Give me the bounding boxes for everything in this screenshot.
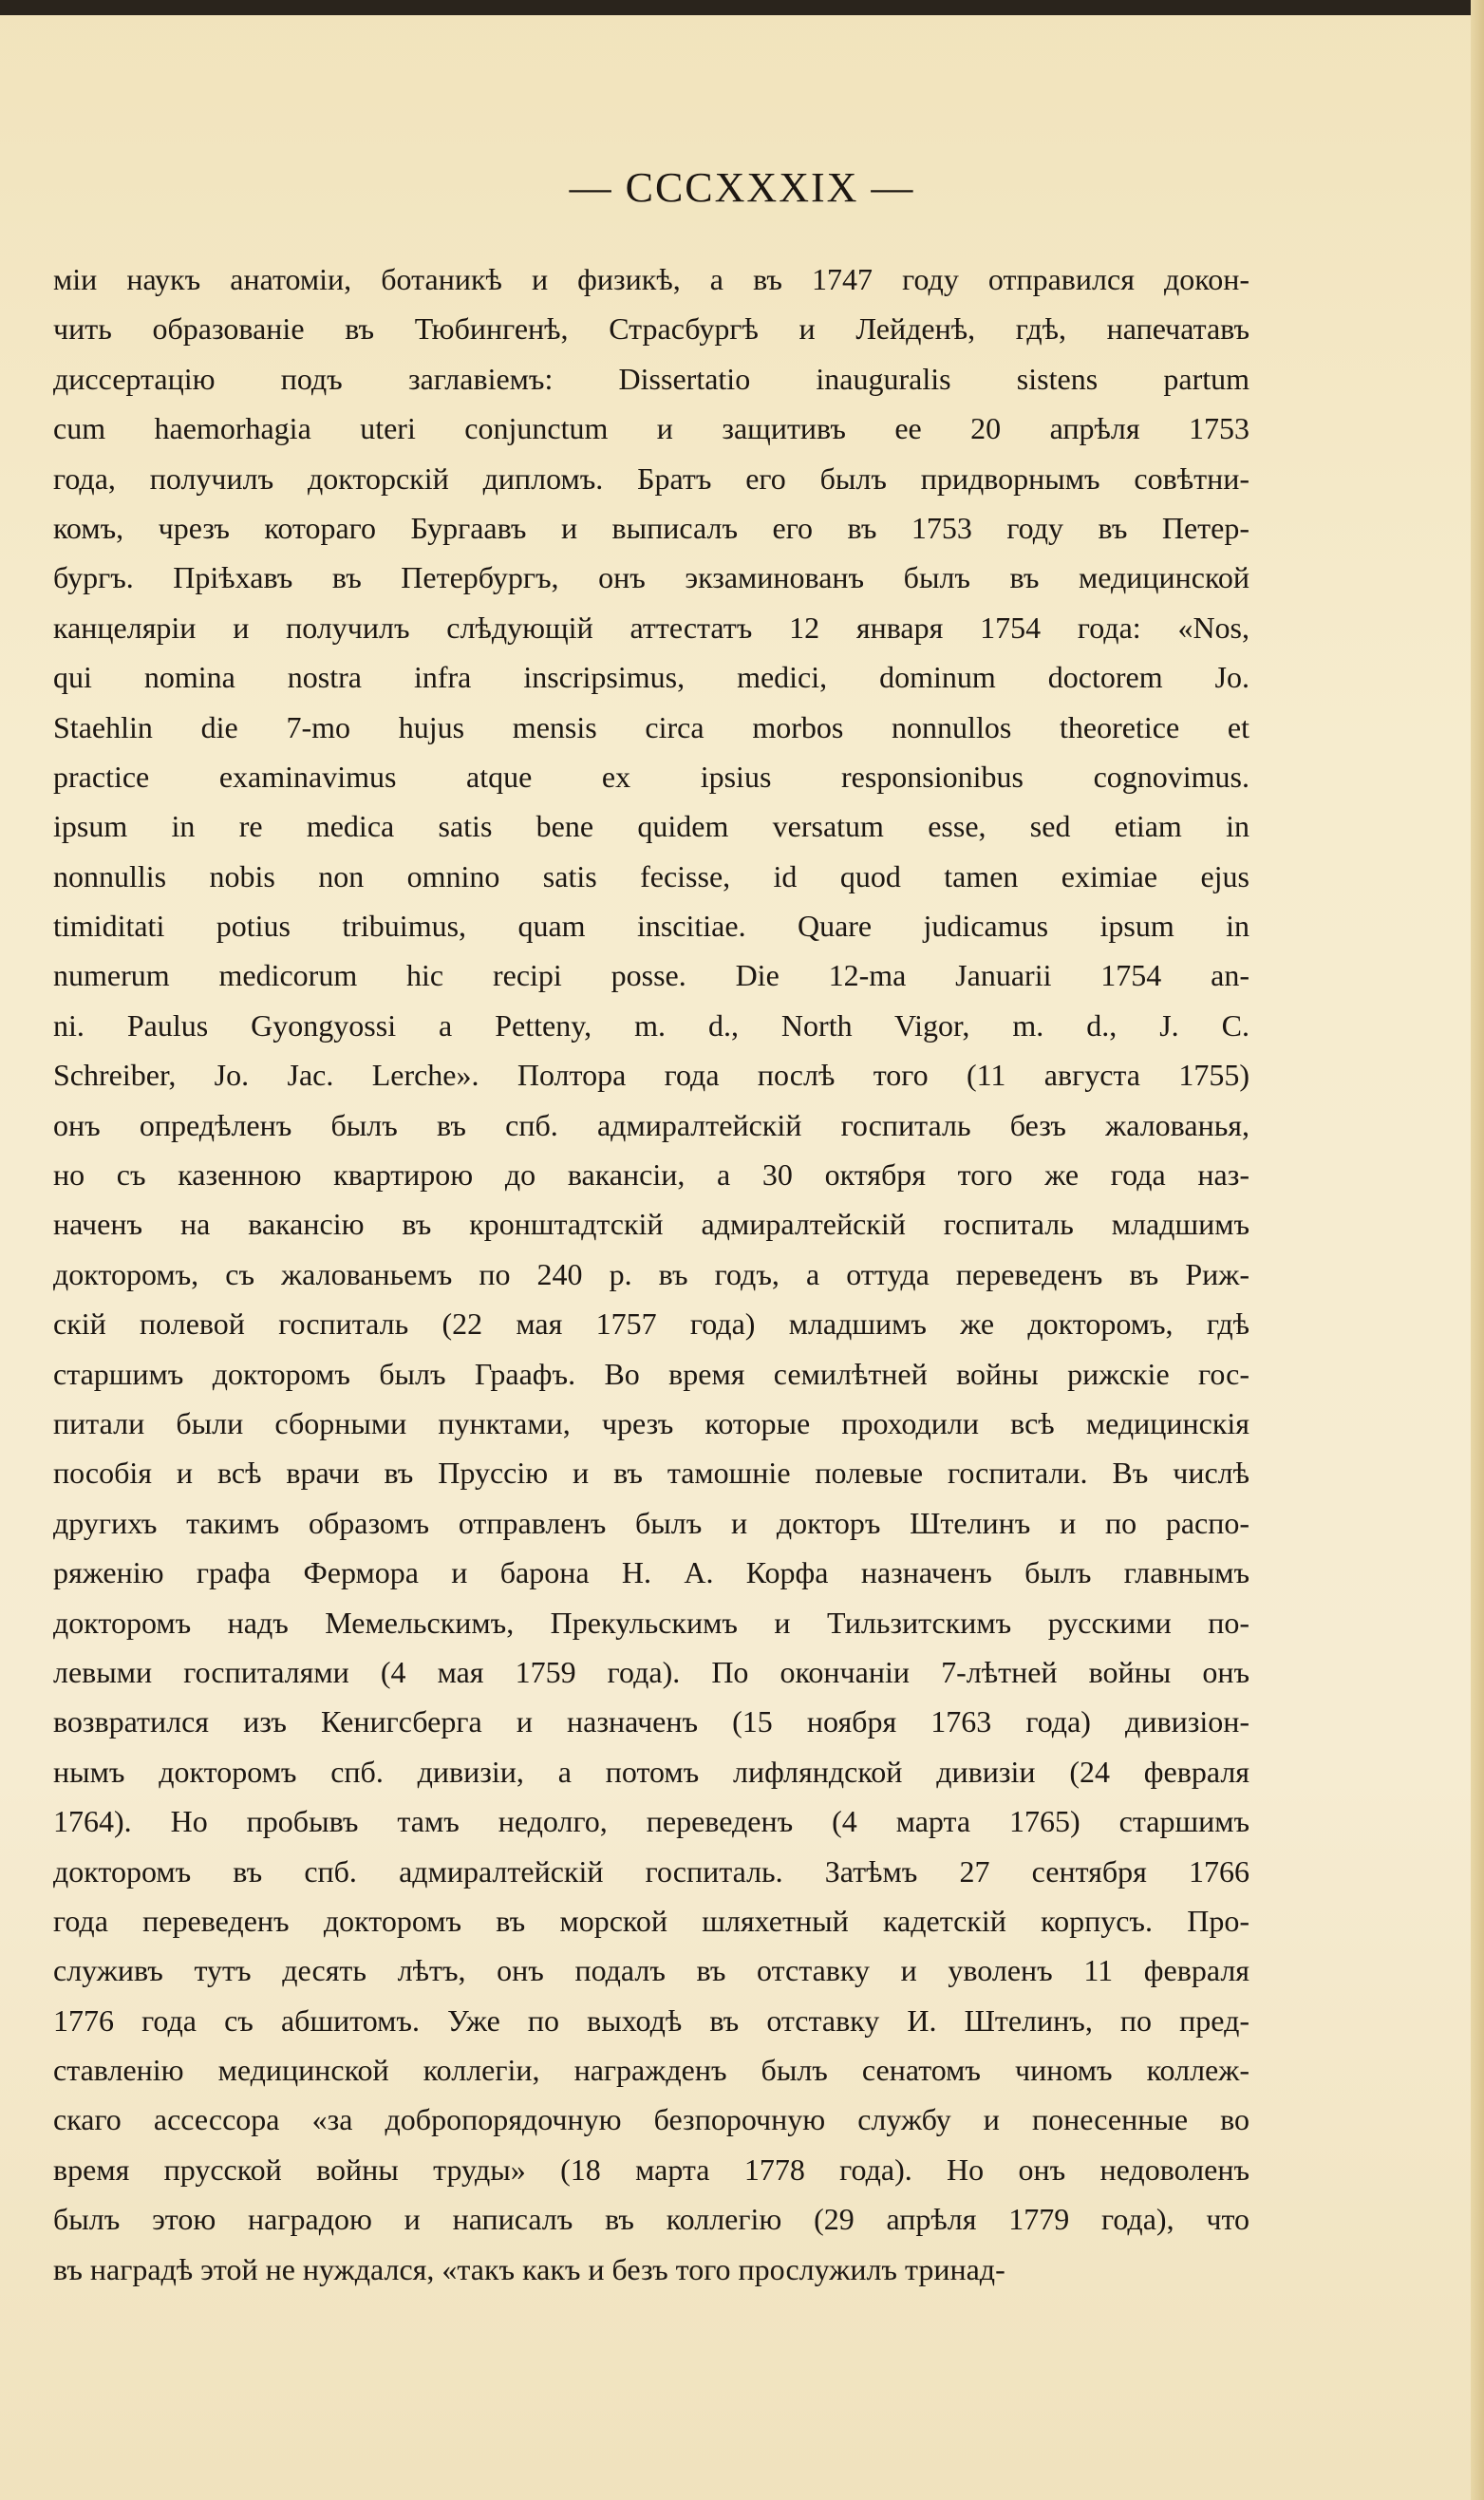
text-line: ni. Paulus Gyongyossi a Petteny, m. d., North Vigor, m. d., J. C. [53,1007,1249,1043]
text-line: 1764). Но пробывъ тамъ недолго, переведенъ (4 марта 1765) старшимъ [53,1804,1249,1839]
text-line: но съ казенною квартирою до вакансіи, а 30 октября того же года наз- [53,1157,1249,1193]
text-line: cum haemorhagia uteri conjunctum и защитивъ ее 20 апрѣля 1753 [53,411,1249,446]
text-line: пособія и всѣ врачи въ Пруссію и въ тамошніе полевые госпитали. Въ числѣ [53,1456,1249,1491]
text-line: міи наукъ анатоміи, ботаникѣ и физикѣ, а въ 1747 году отправился докон- [53,262,1249,296]
text-line: нымъ докторомъ спб. дивизіи, а потомъ лифляндской дивизіи (24 февраля [53,1754,1249,1789]
text-line: время прусской войны труды» (18 марта 1778 года). Но онъ недоволенъ [53,2152,1249,2187]
text-line: чить образованіе въ Тюбингенѣ, Страсбургѣ и Лейденѣ, гдѣ, напечатавъ [53,311,1249,347]
text-line: канцеляріи и получилъ слѣдующій аттестатъ 12 января 1754 года: «Nos, [53,610,1249,645]
text-line: былъ этою наградою и написалъ въ коллегію (29 апрѣля 1779 года), что [53,2202,1249,2237]
text-line: докторомъ, съ жалованьемъ по 240 р. въ годъ, а оттуда переведенъ въ Риж- [53,1256,1249,1291]
text-line: въ наградѣ этой не нуждался, «такъ какъ и безъ того прослужилъ тринад- [53,2251,1005,2286]
text-line: nonnullis nobis non omnino satis fecisse, id quod tamen eximiae ejus [53,858,1249,893]
text-line: Schreiber, Jo. Jac. Lerche». Полтора года послѣ того (11 августа 1755) [53,1058,1249,1093]
text-line: скаго ассессора «за добропорядочную безпорочную службу и понесенные во [53,2102,1249,2137]
text-line: комъ, чрезъ котораго Бургаавъ и выписалъ его въ 1753 году въ Петер- [53,510,1249,545]
text-line: диссертацію подъ заглавіемъ: Dissertatio inauguralis sistens partum [53,361,1249,396]
body-text [53,254,1249,2294]
text-line: левыми госпиталями (4 мая 1759 года). По окончаніи 7-лѣтней войны онъ [53,1654,1249,1689]
text-line: служивъ тутъ десять лѣтъ, онъ подалъ въ отставку и уволенъ 11 февраля [53,1953,1249,1988]
text-line: возвратился изъ Кенигсберга и назначенъ (15 ноября 1763 года) дивизіон- [53,1704,1249,1739]
text-line: питали были сборными пунктами, чрезъ которые проходили всѣ медицинскія [53,1405,1249,1440]
text-line: qui nomina nostra infra inscripsimus, medici, dominum doctorem Jo. [53,660,1249,695]
text-line: года переведенъ докторомъ въ морской шляхетный кадетскій корпусъ. Про- [53,1903,1249,1938]
text-line: ipsum in re medica satis bene quidem versatum esse, sed etiam in [53,809,1249,844]
text-line: numerum medicorum hic recipi posse. Die 12-ma Januarii 1754 an- [53,958,1249,993]
text-line: докторомъ въ спб. адмиралтейскій госпиталь. Затѣмъ 27 сентября 1766 [53,1853,1249,1889]
page-number: — CCCXXXIX — [569,164,915,211]
scan-top-edge [0,0,1484,15]
text-line: practice examinavimus atque ex ipsius responsionibus cognovimus. [53,759,1249,794]
text-line: докторомъ надъ Мемельскимъ, Прекульскимъ и Тильзитскимъ русскими по- [53,1605,1249,1640]
text-line: ставленію медицинской коллегіи, награжденъ былъ сенатомъ чиномъ коллеж- [53,2053,1249,2088]
text-line: Staehlin die 7-mo hujus mensis circa morbos nonnullos theoretice et [53,709,1249,744]
text-line: другихъ такимъ образомъ отправленъ былъ и докторъ Штелинъ и по распо- [53,1505,1249,1540]
text-line: наченъ на вакансію въ кронштадтскій адмиралтейскій госпиталь младшимъ [53,1207,1249,1242]
text-line: года, получилъ докторскій дипломъ. Братъ его былъ придворнымъ совѣтни- [53,461,1249,496]
text-line: старшимъ докторомъ былъ Граафъ. Во время семилѣтней войны рижскіе гос- [53,1356,1249,1391]
text-line: ряженію графа Фермора и барона Н. А. Корфа назначенъ былъ главнымъ [53,1555,1249,1590]
text-line: скій полевой госпиталь (22 мая 1757 года) младшимъ же докторомъ, гдѣ [53,1306,1249,1342]
text-line: онъ опредѣленъ былъ въ спб. адмиралтейскій госпиталь безъ жалованья, [53,1107,1249,1142]
text-line: 1776 года съ абшитомъ. Уже по выходѣ въ отставку И. Штелинъ, по пред- [53,2002,1249,2038]
text-line: timiditati potius tribuimus, quam inscitiae. Quare judicamus ipsum in [53,909,1249,944]
text-line: бургъ. Пріѣхавъ въ Петербургъ, онъ экзаминованъ былъ въ медицинской [53,560,1249,595]
scan-right-edge [1471,0,1484,2500]
